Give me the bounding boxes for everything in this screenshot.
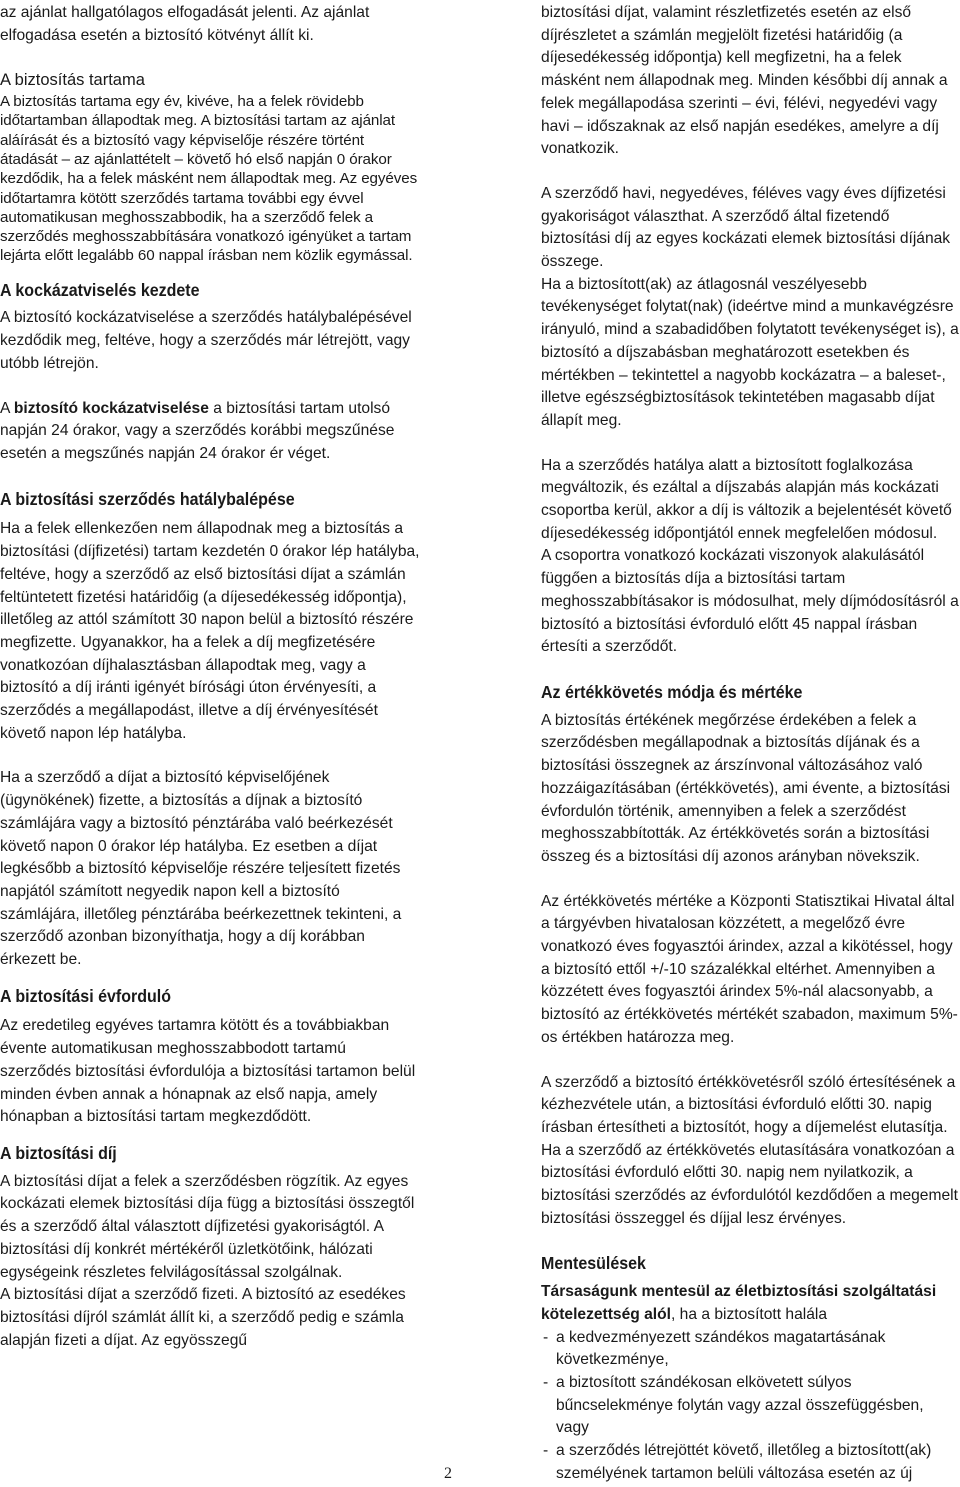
premium-heading: A biztosítási díj — [0, 1142, 117, 1163]
term-paragraph: A biztosítás tartama egy év, kivéve, ha a felek rövidebb időtartamban állapodtak meg. A biztosítási tartam az ajánlat aláírását és a biztosító vagy képviselője részére történt átadását – az ajánlattételt – követő hó első napján 0 órakor kezdődik, ha a felek másként nem állapodtak meg. Az egyéves időtartamra kötött szerződés tartama további egy évvel automatikusan meghosszabbodik, ha a szerződő felek a szerződés meghosszabbítására vonatkozó igényüket a tartam lejárta előtt legalább 60 nappal írásban nem közlik egymással. — [0, 93, 418, 265]
reject-paragraph: Ha a szerződő az értékkövetés elutasítására vonatkozóan a biztosítási évforduló előtti 30. napig nem nyilatkozik, a biztosítási szerződés az évfordulótól kezdődően a megemelt biztosítási összeggel és díjjal lesz érvényes. — [541, 1141, 958, 1227]
premium-paragraph-2: A biztosítási díjat a szerződő fizeti. A biztosító az esedékes biztosítási díjról számlát állít ki, a szerződő pedig e számla alapján fizeti a díjat. Az egyösszegű — [0, 1286, 406, 1349]
exemptions-list — [541, 1327, 960, 1486]
effective-heading: A biztosítási szerződés hatálybalépése — [0, 488, 295, 509]
agent-paragraph: Ha a szerződő a díjat a biztosító képviselőjének (ügynökének) fizette, a biztosítás a díjnak a biztosító számlájára vagy a biztosító pénztárába való beérkezését követő napon 0 órakor lép hatályba. Ez esetben a díjat legkésőbb a biztosító képviselője részére teljesített fizetés napjától számított negyedik napon kell a biztosító számlájára, illetőleg pénztárába beérkezettnek tekinteni, a szerződő azonban bizonyíthatja, hogy a díj korábban érkezett be. — [0, 769, 402, 969]
exemptions-heading: Mentesülések — [541, 1253, 646, 1274]
exemptions-bold: Társaságunk mentesül az életbiztosítási szolgáltatási kötelezettség alól — [541, 1283, 937, 1323]
premium-continued-paragraph: biztosítási díjat, valamint részletfizetés esetén az első díjrészletet a számlán megjelölt fizetési határidőig (a díjesedékesség időpontja) kell megfizetni, ha a felek másként nem állapodnak meg. Minden későbbi díj annak a felek megállapodása szerinti – évi, félévi, negyedévi vagy havi – időszaknak az első napján esedékes, amelyre a díj vonatkozik. — [541, 4, 948, 158]
term-heading: A biztosítás tartama — [0, 71, 145, 90]
risk-end-post: a biztosítási tartam utolsó napján 24 órakor, vagy a szerződés korábbi megszűnése esetén a megszűnés napján 24 órakor ér véget. — [0, 399, 395, 462]
exemptions-post: , ha a biztosított halála — [671, 1305, 828, 1323]
list-item: - a szerződés létrejöttét követő, illetőleg a biztosított(ak) személyének tartamon belüli változása esetén az új — [541, 1440, 960, 1485]
list-item: - a biztosított szándékosan elkövetett súlyos bűncselekménye folytán vagy azzal összefüggésben, vagy — [541, 1372, 960, 1440]
list-item: - a kedvezményezett szándékos magatartásának következménye, — [541, 1327, 960, 1372]
exemptions-intro — [541, 1281, 960, 1326]
risk-start-heading: A kockázatviselés kezdete — [0, 279, 200, 300]
risk-end-paragraph — [0, 398, 420, 466]
effective-paragraph: Ha a felek ellenkezően nem állapodnak meg a biztosítás a biztosítási (díjfizetési) tartam kezdetén 0 órakor lép hatályba, feltéve, hogy a szerződő az első biztosítási díjat a számlán feltüntetett fizetési határidőig (a díjesedékesség időpontja), illetőleg az attól számított 30 napon belül a biztosító részére megfizette. Ugyanakkor, ha a felek a díj megfizetésére vonatkozóan díjhalasztásban állapodtak meg, vagy a biztosító a díj iránti igényét bírósági úton érvényesíti, a szerződés a megállapodást, illetve a díj érvényesítését követő napon lép hatályba. — [0, 520, 420, 742]
risk-end-bold: biztosító kockázatviselése — [13, 399, 209, 417]
occupation-paragraph: Ha a szerződés hatálya alatt a biztosított foglalkozása megváltozik, és ezáltal a díjszabás alapján más kockázati csoportba kerül, akkor a díj is változik a bejelentését követő díjesedékesség időpontjától ennek megfelelően módosul. — [541, 456, 952, 542]
hazard-paragraph: Ha a biztosított(ak) az átlagosnál veszélyesebb tevékenységet folytat(nak) (ideértve mind a munkavégzésre irányuló, mind a szabadidőben folytatott tevékenységet is), a biztosító a díjszabásban meghatározott esetekben és mértékben – tekintettel a nagyobb kockázatra – a baleset-, illetve egészségbiztosítások tekintetében magasabb díjat állapít meg. — [541, 275, 959, 429]
group-paragraph: A csoportra vonatkozó kockázati viszonyok alakulásától függően a biztosítás díja a biztosítási tartam meghosszabbításakor is módosulhat, mely díjmódosításról a biztosító a biztosítási évforduló előtt 45 nappal írásban értesíti a szerződőt. — [541, 547, 959, 656]
frequency-paragraph: A szerződő havi, negyedéves, féléves vagy éves díjfizetési gyakoriságot választhat. A szerződő által fizetendő biztosítási díj az egyes kockázati elemek biztosítási díjának összege. — [541, 184, 951, 271]
notice-paragraph: A szerződő a biztosító értékkövetésről szóló értesítésének a kézhezvétele után, a biztosítási évforduló előtti 30. napig írásban értesítheti a biztosítót, hogy a díjemelést elutasítja. — [541, 1073, 956, 1136]
risk-start-paragraph: A biztosító kockázatviselése a szerződés hatálybalépésével kezdődik meg, feltéve, hogy a szerződés már létrejött, vagy utóbb létrejön. — [0, 309, 412, 372]
intro-paragraph: az ajánlat hallgatólagos elfogadását jelenti. Az ajánlat elfogadása esetén a biztosító kötvényt állít ki. — [0, 4, 370, 44]
premium-paragraph-1: A biztosítási díjat a felek a szerződésben rögzítik. Az egyes kockázati elemek biztosítási díja függ a biztosítási összegtől és a szerződő által választott díjfizetési gyakoriságtól. A biztosítási díj konkrét mértékéről üzletkötőink, hálózati egységeink részletes felvilágosítással szolgálnak. — [0, 1172, 415, 1281]
risk-end-pre: A — [0, 399, 14, 417]
indexation-paragraph: A biztosítás értékének megőrzése érdekében a felek a szerződésben megállapodnak a biztosítás díjának és a biztosítási összegnek az árszínvonal változásához való hozzáigazításában (értékkövetés), ami évente, a biztosítási évfordulón történik, amennyiben a felek a szerződést meghosszabbították. Az értékkövetés során a biztosítási összeg és a biztosítási díj azonos arányban növekszik. — [541, 711, 951, 865]
left-column — [0, 2, 420, 1352]
anniversary-paragraph: Az eredetileg egyéves tartamra kötött és a továbbiakban évente automatikusan meghosszabbodott tartamú szerződés biztosítási évfordulója a biztosítási tartamon belül minden évben annak a hónapnak az első napja, amely hónapban a biztosítási tartam megkezdődött. — [0, 1017, 416, 1126]
indexation-heading: Az értékkövetés módja és mértéke — [541, 681, 803, 702]
anniversary-heading: A biztosítási évforduló — [0, 985, 171, 1006]
right-column — [541, 2, 960, 1485]
page-number: 2 — [444, 1465, 452, 1482]
ksh-paragraph: Az értékkövetés mértéke a Központi Statisztikai Hivatal által a tárgyévben hivatalosan közzétett, a megelőző évre vonatkozó éves fogyasztói árindex, azzal a kikötéssel, hogy a biztosító ettől +/-10 százalékkal eltérhet. Amennyiben a közzétett éves fogyasztói árindex 5%-nál alacsonyabb, a biztosító az értékkövetés mértékét szabadon, maximum 5%-os értékben határozza meg. — [541, 892, 958, 1046]
